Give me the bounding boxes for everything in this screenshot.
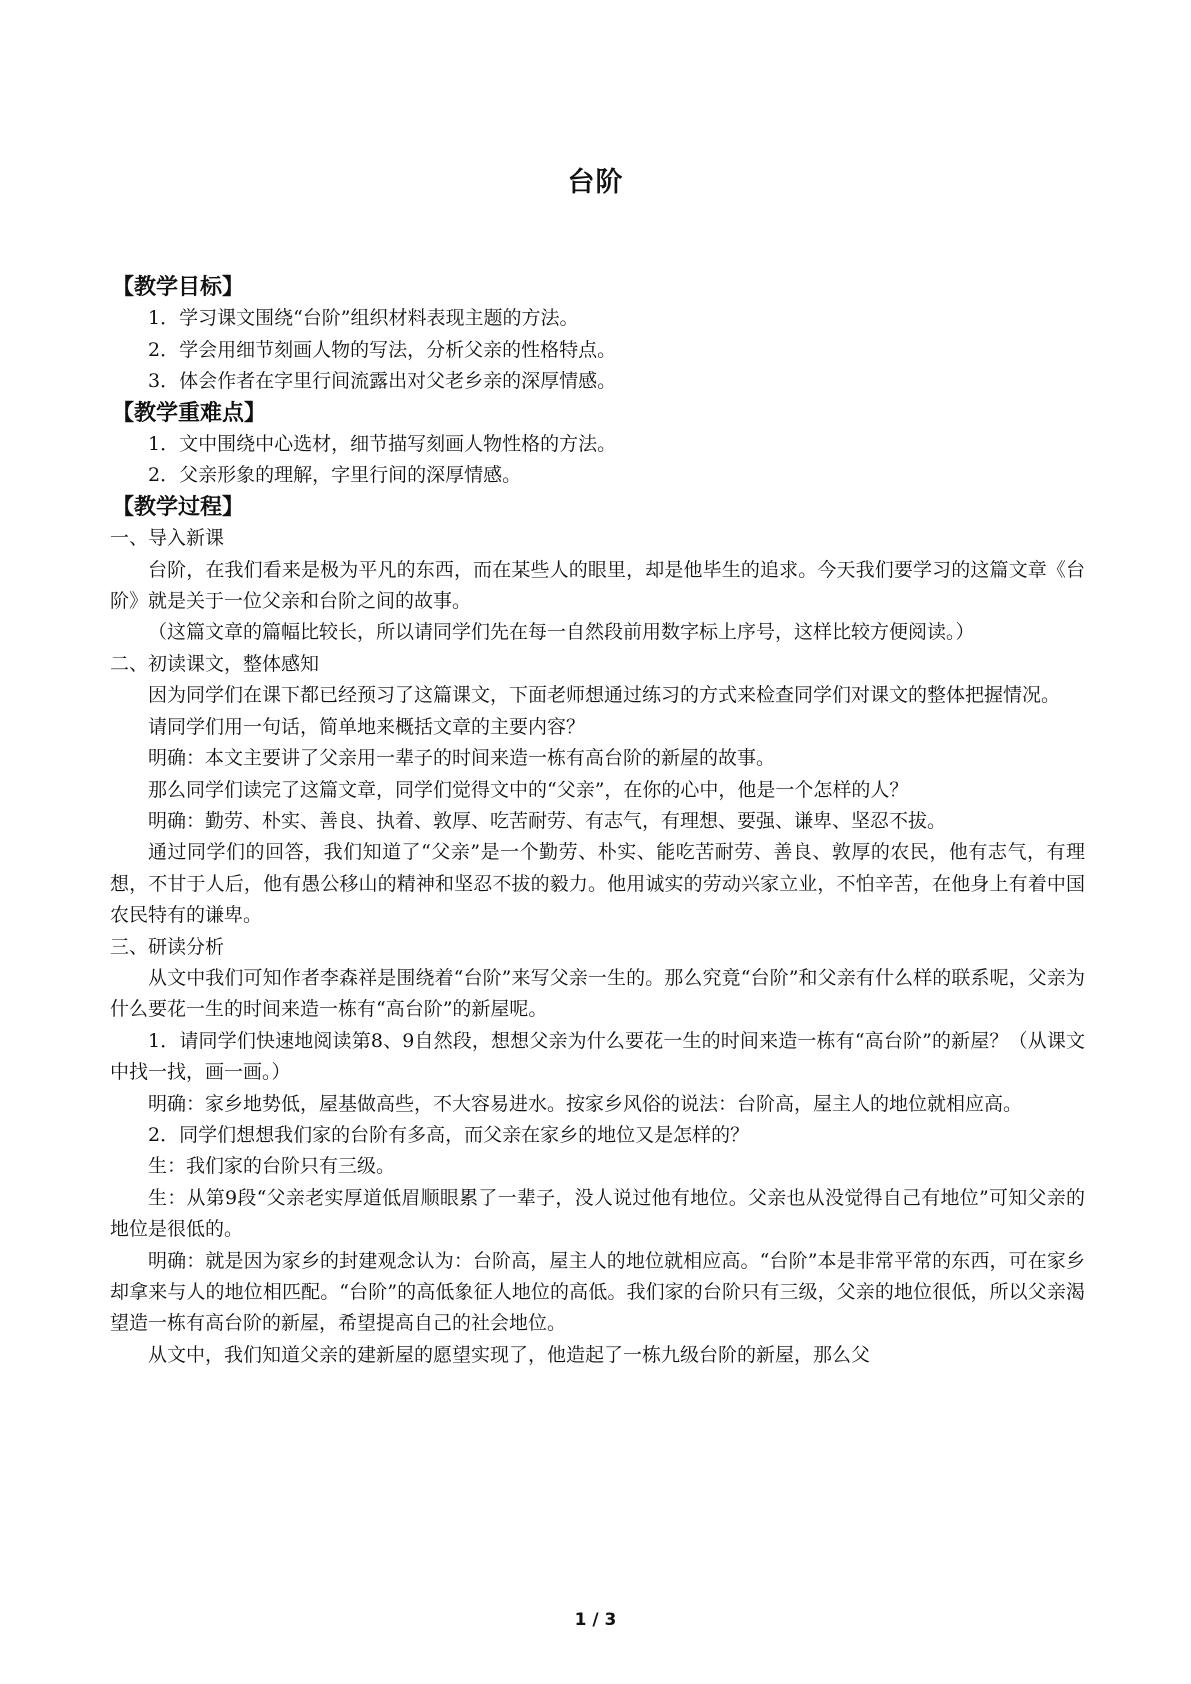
section-heading-objectives: 【教学目标】 [112,275,245,300]
paragraph: 从文中我们可知作者李森祥是围绕着“台阶”来写父亲一生的。那么究竟“台阶”和父亲有什么样的联系呢，父亲为什么要花一生的时间来造一栋有“高台阶”的新屋呢。 [110,966,1085,1021]
paragraph: 明确：本文主要讲了父亲用一辈子的时间来造一栋有高台阶的新屋的故事。 [148,747,776,770]
section-heading-process: 【教学过程】 [112,494,245,520]
paragraph: 从文中，我们知道父亲的建新屋的愿望实现了，他造起了一栋九级台阶的新屋，那么父 [148,1343,871,1366]
paragraph: （这篇文章的篇幅比较长，所以请同学们先在每一自然段前用数字标上序号，这样比较方便阅读。） [148,621,975,644]
paragraph: 请同学们用一句话，简单地来概括文章的主要内容？ [148,715,586,738]
keypoint-item: 2．父亲形象的理解，字里行间的深厚情感。 [148,464,522,487]
paragraph: 2．同学们想想我们家的台阶有多高，而父亲在家乡的地位又是怎样的？ [148,1123,750,1146]
paragraph: 明确：就是因为家乡的封建观念认为：台阶高，屋主人的地位就相应高。“台阶”本是非常平常的东西，可在家乡却拿来与人的地位相匹配。“台阶”的高低象征人地位的高低。我们家的台阶只有三级，父亲的地位很低，所以父亲渴望造一栋有高台阶的新屋，希望提高自己的社会地位。 [110,1249,1085,1335]
subsection-title-analysis: 三、研读分析 [110,935,225,958]
objective-item: 1．学习课文围绕“台阶”组织材料表现主题的方法。 [148,307,579,330]
paragraph: 因为同学们在课下都已经预习了这篇课文，下面老师想通过练习的方式来检查同学们对课文的整体把握情况。 [148,684,1061,707]
paragraph: 通过同学们的回答，我们知道了“父亲”是一个勤劳、朴实、能吃苦耐劳、善良、敦厚的农民，他有志气，有理想，不甘于人后，他有愚公移山的精神和坚忍不拔的毅力。他用诚实的劳动兴家立业，不怕辛苦，在他身上有着中国农民特有的谦卑。 [110,841,1085,927]
paragraph: 1．请同学们快速地阅读第8、9自然段，想想父亲为什么要花一生的时间来造一栋有“高台阶”的新屋？（从课文中找一找，画一画。） [110,1029,1085,1084]
paragraph: 台阶，在我们看来是极为平凡的东西，而在某些人的眼里，却是他毕生的追求。今天我们要学习的这篇文章《台阶》就是关于一位父亲和台阶之间的故事。 [110,558,1085,613]
objective-item: 3．体会作者在字里行间流露出对父老乡亲的深厚情感。 [148,370,617,393]
document-body [110,272,1085,1371]
subsection-title-first-reading: 二、初读课文，整体感知 [110,652,320,675]
subsection-title-intro: 一、导入新课 [110,527,225,550]
paragraph: 明确：家乡地势低，屋基做高些，不大容易进水。按家乡风俗的说法：台阶高，屋主人的地位就相应高。 [148,1092,1023,1115]
objective-item: 2．学会用细节刻画人物的写法，分析父亲的性格特点。 [148,338,617,361]
section-heading-keypoints: 【教学重难点】 [112,400,267,426]
page-title: 台阶 [567,167,624,198]
paragraph: 明确：勤劳、朴实、善良、执着、敦厚、吃苦耐劳、有志气，有理想、要强、谦卑、坚忍不拔。 [148,809,947,832]
keypoint-item: 1．文中围绕中心选材，细节描写刻画人物性格的方法。 [148,433,617,456]
page-number: 1 / 3 [574,1610,617,1630]
paragraph: 那么同学们读完了这篇文章，同学们觉得文中的“父亲”，在你的心中，他是一个怎样的人？ [148,778,909,801]
paragraph: 生：我们家的台阶只有三级。 [148,1155,396,1178]
paragraph: 生：从第9段“父亲老实厚道低眉顺眼累了一辈子，没人说过他有地位。父亲也从没觉得自己有地位”可知父亲的地位是很低的。 [110,1186,1085,1241]
